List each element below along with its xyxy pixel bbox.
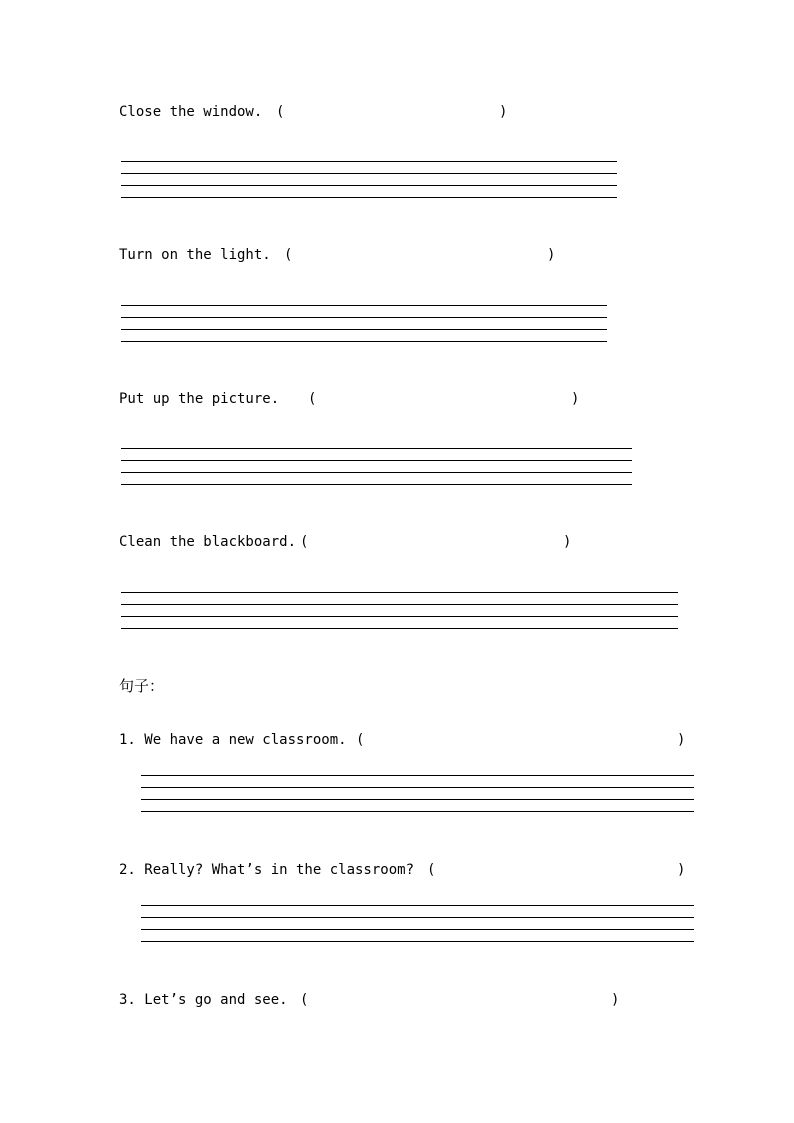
sentences-heading: 句子： [119, 677, 165, 695]
phrase-3-writing-lines [121, 448, 632, 484]
sentence-1-text: 1. We have a new classroom. [119, 732, 347, 748]
phrase-4-text: Clean the blackboard. [119, 534, 297, 550]
sentence-1-close-paren: ) [677, 732, 686, 748]
phrase-2-text: Turn on the light. [119, 247, 271, 263]
sentence-3-text: 3. Let’s go and see. [119, 992, 288, 1008]
sentence-2-open-paren: ( [427, 862, 436, 878]
phrase-3-open-paren: ( [308, 391, 317, 407]
phrase-1-writing-lines [121, 161, 617, 197]
sentence-2-close-paren: ) [677, 862, 686, 878]
phrase-2-close-paren: ) [547, 247, 556, 263]
phrase-1-open-paren: ( [276, 104, 285, 120]
phrase-3-close-paren: ) [571, 391, 580, 407]
sentence-1-writing-lines [141, 775, 694, 811]
sentence-2-writing-lines [141, 905, 694, 941]
sentence-1-open-paren: ( [356, 732, 365, 748]
phrase-1-text: Close the window. [119, 104, 263, 120]
sentence-3-open-paren: ( [300, 992, 309, 1008]
phrase-2-open-paren: ( [284, 247, 293, 263]
sentence-2-text: 2. Really? What’s in the classroom? [119, 862, 415, 878]
phrase-3-text: Put up the picture. [119, 391, 280, 407]
phrase-4-close-paren: ) [563, 534, 572, 550]
sentence-3-close-paren: ) [611, 992, 620, 1008]
phrase-2-writing-lines [121, 305, 607, 341]
phrase-4-open-paren: ( [300, 534, 309, 550]
phrase-4-writing-lines [121, 592, 678, 628]
phrase-1-close-paren: ) [499, 104, 508, 120]
